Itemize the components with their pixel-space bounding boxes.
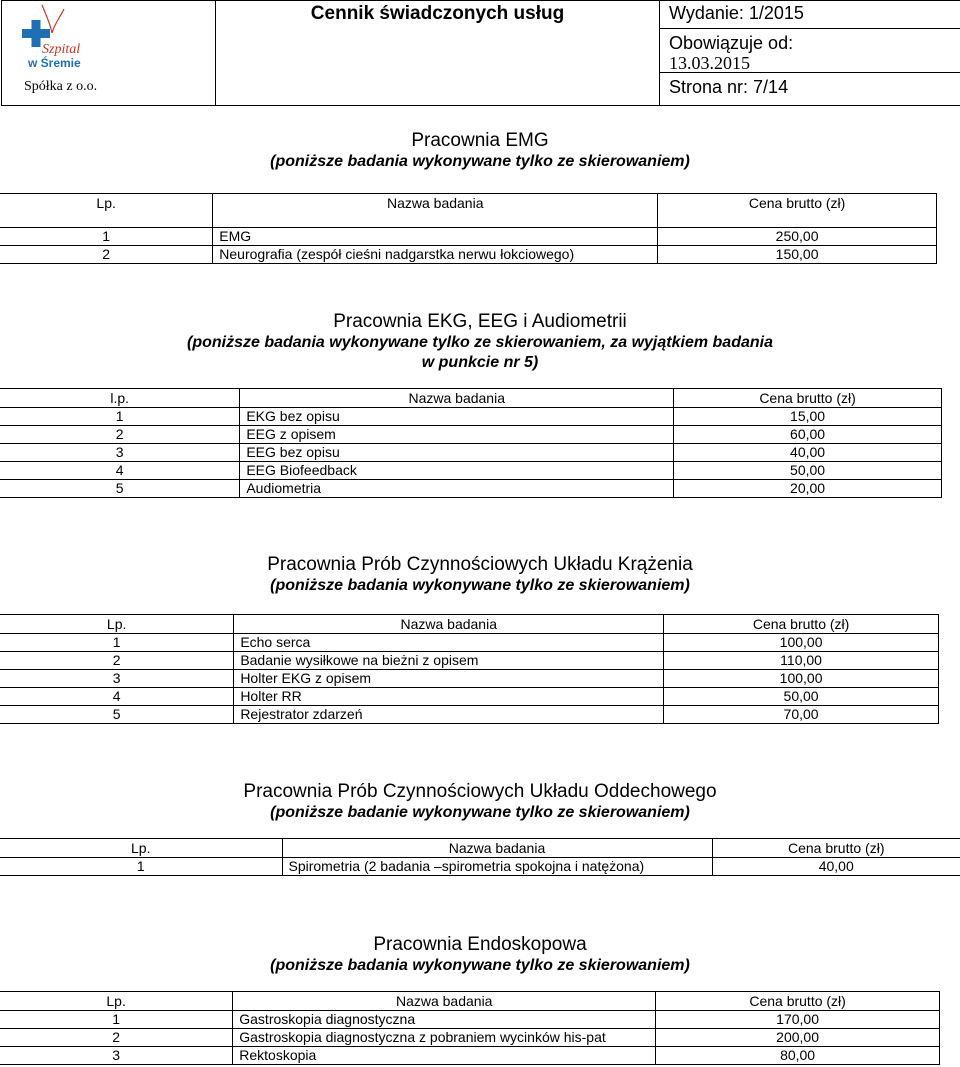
column-header-price: Cena brutto (zł) bbox=[658, 194, 937, 228]
row-lp: 1 bbox=[0, 1011, 233, 1029]
row-price: 70,00 bbox=[664, 706, 939, 724]
section-subtitle-ekg: (poniższe badania wykonywane tylko ze skierowaniem, za wyjątkiem badania bbox=[187, 334, 773, 351]
row-lp: 4 bbox=[0, 688, 234, 706]
document-title: Cennik świadczonych usług bbox=[310, 3, 565, 24]
row-price: 250,00 bbox=[658, 228, 937, 246]
section-title-ekg: Pracownia EKG, EEG i Audiometrii bbox=[333, 311, 627, 332]
row-name: Badanie wysiłkowe na bieżni z opisem bbox=[234, 652, 664, 670]
column-header-lp: l.p. bbox=[0, 389, 240, 408]
table-row bbox=[0, 1011, 940, 1029]
section-subtitle-cardio: (poniższe badania wykonywane tylko ze skierowaniem) bbox=[270, 577, 690, 594]
row-name: Rejestrator zdarzeń bbox=[234, 706, 664, 724]
row-price: 40,00 bbox=[674, 444, 942, 462]
table-row bbox=[0, 228, 937, 246]
table-row bbox=[0, 246, 937, 264]
column-header-name: Nazwa badania bbox=[233, 992, 656, 1011]
table-row bbox=[0, 408, 942, 426]
row-name: EKG bez opisu bbox=[240, 408, 674, 426]
row-name: EEG bez opisu bbox=[240, 444, 674, 462]
column-header-price: Cena brutto (zł) bbox=[674, 389, 942, 408]
row-name: Neurografia (zespół cieśni nadgarstka nerwu łokciowego) bbox=[213, 246, 658, 264]
column-header-price: Cena brutto (zł) bbox=[712, 839, 960, 858]
table-row bbox=[0, 444, 942, 462]
table-row bbox=[0, 480, 942, 498]
section-title-cardio: Pracownia Prób Czynnościowych Układu Krążenia bbox=[267, 554, 693, 575]
table-row bbox=[0, 1029, 940, 1047]
table-row bbox=[0, 634, 939, 652]
row-lp: 3 bbox=[0, 1047, 233, 1065]
row-price: 80,00 bbox=[656, 1047, 940, 1065]
row-price: 170,00 bbox=[656, 1011, 940, 1029]
table-row bbox=[0, 1047, 940, 1065]
row-name: Gastroskopia diagnostyczna bbox=[233, 1011, 656, 1029]
row-name: Spirometria (2 badania –spirometria spokojna i natężona) bbox=[282, 858, 712, 876]
section-title-emg: Pracownia EMG bbox=[411, 130, 549, 151]
column-header-price: Cena brutto (zł) bbox=[656, 992, 940, 1011]
row-lp: 2 bbox=[0, 1029, 233, 1047]
row-lp: 2 bbox=[0, 652, 234, 670]
row-name: Gastroskopia diagnostyczna z pobraniem wycinków his-pat bbox=[233, 1029, 656, 1047]
column-header-name: Nazwa badania bbox=[282, 839, 712, 858]
section-title-endoscopy: Pracownia Endoskopowa bbox=[373, 934, 587, 955]
row-name: EMG bbox=[213, 228, 658, 246]
row-price: 200,00 bbox=[656, 1029, 940, 1047]
row-name: Echo serca bbox=[234, 634, 664, 652]
row-price: 100,00 bbox=[664, 634, 939, 652]
row-price: 100,00 bbox=[664, 670, 939, 688]
table-row bbox=[0, 858, 960, 876]
price-table-cardio bbox=[0, 614, 939, 724]
page-number-cell bbox=[660, 73, 960, 105]
row-name: Holter RR bbox=[234, 688, 664, 706]
section-subtitle-ekg-2: w punkcie nr 5) bbox=[421, 354, 539, 371]
column-header-lp: Lp. bbox=[0, 839, 282, 858]
table-header-row bbox=[0, 839, 960, 858]
section-subtitle-emg: (poniższe badania wykonywane tylko ze skierowaniem) bbox=[270, 153, 690, 170]
section-title-respiratory: Pracownia Prób Czynnościowych Układu Oddechowego bbox=[243, 781, 717, 802]
price-table-endoscopy bbox=[0, 991, 940, 1065]
row-lp: 5 bbox=[0, 480, 240, 498]
table-header-row bbox=[0, 194, 937, 228]
logo-text-szpital: Szpital bbox=[42, 42, 81, 57]
row-price: 110,00 bbox=[664, 652, 939, 670]
table-header-row bbox=[0, 615, 939, 634]
column-header-price: Cena brutto (zł) bbox=[664, 615, 939, 634]
row-lp: 5 bbox=[0, 706, 234, 724]
row-lp: 4 bbox=[0, 462, 240, 480]
hospital-logo-icon bbox=[16, 3, 86, 75]
logo-cell bbox=[2, 1, 216, 105]
table-row bbox=[0, 652, 939, 670]
row-lp: 1 bbox=[0, 858, 282, 876]
column-header-name: Nazwa badania bbox=[213, 194, 658, 228]
row-lp: 1 bbox=[0, 228, 213, 246]
logo-text-city: w Śremie bbox=[28, 56, 81, 70]
page-number: Strona nr: 7/14 bbox=[669, 77, 789, 97]
valid-from-cell bbox=[660, 29, 960, 73]
edition-cell bbox=[660, 1, 960, 29]
row-price: 50,00 bbox=[674, 462, 942, 480]
table-row bbox=[0, 706, 939, 724]
section-subtitle-endoscopy: (poniższe badania wykonywane tylko ze skierowaniem) bbox=[270, 957, 690, 974]
table-row bbox=[0, 670, 939, 688]
price-table-emg bbox=[0, 193, 937, 264]
row-lp: 2 bbox=[0, 426, 240, 444]
row-lp: 2 bbox=[0, 246, 213, 264]
row-price: 60,00 bbox=[674, 426, 942, 444]
row-name: Rektoskopia bbox=[233, 1047, 656, 1065]
valid-from-label: Obowiązuje od: bbox=[669, 33, 794, 53]
table-header-row bbox=[0, 992, 940, 1011]
price-table-ekg bbox=[0, 388, 942, 498]
row-name: EEG z opisem bbox=[240, 426, 674, 444]
row-price: 15,00 bbox=[674, 408, 942, 426]
column-header-name: Nazwa badania bbox=[240, 389, 674, 408]
row-lp: 3 bbox=[0, 444, 240, 462]
column-header-lp: Lp. bbox=[0, 615, 234, 634]
row-lp: 3 bbox=[0, 670, 234, 688]
column-header-lp: Lp. bbox=[0, 194, 213, 228]
row-lp: 1 bbox=[0, 634, 234, 652]
row-name: EEG Biofeedback bbox=[240, 462, 674, 480]
row-name: Holter EKG z opisem bbox=[234, 670, 664, 688]
table-row bbox=[0, 462, 942, 480]
table-header-row bbox=[0, 389, 942, 408]
row-lp: 1 bbox=[0, 408, 240, 426]
section-subtitle-respiratory: (poniższe badanie wykonywane tylko ze skierowaniem) bbox=[270, 804, 690, 821]
price-table-respiratory bbox=[0, 838, 960, 876]
row-price: 50,00 bbox=[664, 688, 939, 706]
document-header bbox=[1, 0, 960, 106]
edition-text: Wydanie: 1/2015 bbox=[669, 3, 804, 23]
column-header-lp: Lp. bbox=[0, 992, 233, 1011]
title-cell bbox=[216, 1, 660, 105]
row-name: Audiometria bbox=[240, 480, 674, 498]
column-header-name: Nazwa badania bbox=[234, 615, 664, 634]
table-row bbox=[0, 688, 939, 706]
row-price: 150,00 bbox=[658, 246, 937, 264]
row-price: 40,00 bbox=[712, 858, 960, 876]
table-row bbox=[0, 426, 942, 444]
row-price: 20,00 bbox=[674, 480, 942, 498]
company-name: Spółka z o.o. bbox=[24, 79, 98, 94]
valid-from-date: 13.03.2015 bbox=[669, 53, 750, 73]
